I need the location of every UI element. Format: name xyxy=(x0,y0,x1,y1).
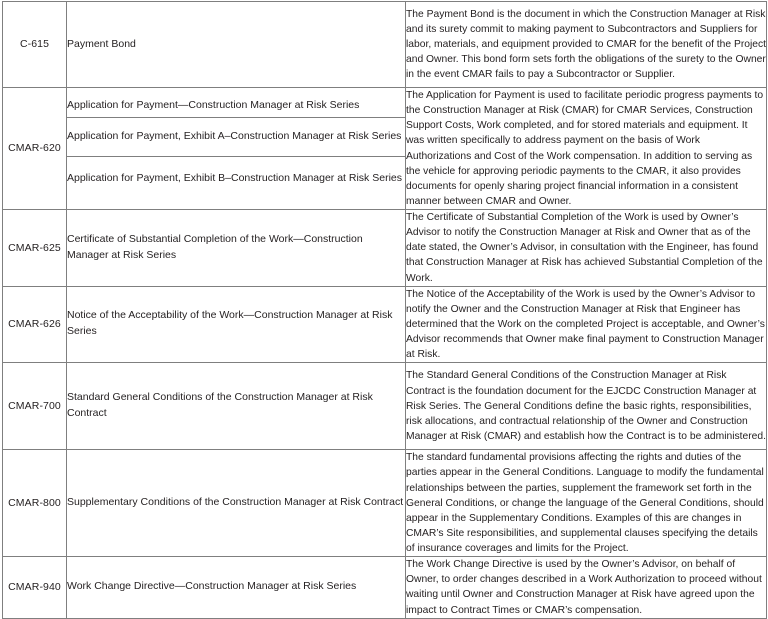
document-title-group-cell xyxy=(67,88,406,210)
document-title: Work Change Directive—Construction Manager at Risk Series xyxy=(67,580,357,593)
document-number-cell xyxy=(3,557,67,619)
document-number-cell xyxy=(3,210,67,287)
document-description: The Standard General Conditions of the Construction Manager at Risk Contract is the foundation document for the EJCDC Construction Manager at Risk Series. The General Conditions define the basic rights, responsibilities, risk allocations, and contractual relationship of the Owner and Construction Manager at Risk (CMAR) and establish how the Contract is to be administered. xyxy=(406,370,766,442)
document-reference-table xyxy=(2,1,767,619)
table-row xyxy=(3,2,767,88)
document-number: CMAR-625 xyxy=(8,241,61,254)
table-row xyxy=(3,557,767,619)
document-description-cell xyxy=(406,450,767,557)
document-title-cell xyxy=(67,363,406,450)
document-title-cell xyxy=(67,156,405,202)
document-number: CMAR-940 xyxy=(8,581,61,594)
document-number: CMAR-626 xyxy=(8,318,61,331)
table-subrow xyxy=(67,117,405,156)
document-description: The Work Change Directive is used by the Owner’s Advisor, on behalf of Owner, to order changes described in a Work Authorization to proceed without waiting until Owner and Construction Manager at Risk have agreed upon the impact to Contract Times or CMAR’s compensation. xyxy=(406,559,762,616)
document-number: CMAR-800 xyxy=(8,496,61,509)
document-description: The Application for Payment is used to facilitate periodic progress payments to the Construction Manager at Risk (CMAR) for CMAR Services, Construction Support Costs, Work completed, and for stored materials and equipment. It was written specifically to address payment on the basis of Work Authorizations and Cost of the Work compensation. In addition to serving as the vehicle for approving periodic payments to the CMAR, it also provides documents for openly sharing project financial information in a consistent manner between CMAR and Owner. xyxy=(406,90,764,207)
document-title: Application for Payment—Construction Manager at Risk Series xyxy=(67,98,360,111)
table-row xyxy=(3,363,767,450)
table-row xyxy=(3,88,767,210)
document-title-cell xyxy=(67,95,405,117)
document-description-cell xyxy=(406,88,767,210)
document-number-cell xyxy=(3,88,67,210)
document-title-cell xyxy=(67,2,406,88)
table-subrow xyxy=(67,95,405,117)
table-row xyxy=(3,450,767,557)
document-number: CMAR-700 xyxy=(8,400,61,412)
document-title-cell xyxy=(67,557,406,619)
document-description-cell xyxy=(406,286,767,363)
document-number: C-615 xyxy=(19,38,50,51)
table-subrow xyxy=(67,156,405,202)
document-title-subtable xyxy=(67,95,405,202)
document-description: The Certificate of Substantial Completion of the Work is used by Owner’s Advisor to notify the Construction Manager at Risk and Owner that as of the date stated, the Owner’s Advisor, in consultation with the Engineer, has found that Construction Manager at Risk has achieved Substantial Completion of the Work. xyxy=(406,212,763,284)
document-description: The Payment Bond is the document in which the Construction Manager at Risk and its surety commit to making payment to Subcontractors and Suppliers for labor, materials, and equipment provided to CMAR for the benefit of the Project and Owner. This bond form sets forth the obligations of the surety to the Owner in the event CMAR fails to pay a Subcontractor or Supplier. xyxy=(406,8,767,81)
document-description-cell xyxy=(406,210,767,287)
document-title: Supplementary Conditions of the Construction Manager at Risk Contract xyxy=(67,496,404,509)
document-title: Application for Payment, Exhibit A–Construction Manager at Risk Series xyxy=(67,129,402,142)
document-title: Application for Payment, Exhibit B–Construction Manager at Risk Series xyxy=(67,172,402,185)
document-number: CMAR-620 xyxy=(8,142,61,155)
document-number-cell xyxy=(3,286,67,363)
document-description-cell xyxy=(406,2,767,88)
document-number-cell xyxy=(3,2,67,88)
document-title-cell xyxy=(67,450,406,557)
document-description-cell xyxy=(406,557,767,619)
document-number-cell xyxy=(3,363,67,450)
document-number-cell xyxy=(3,450,67,557)
document-title: Notice of the Acceptability of the Work—Construction Manager at Risk Series xyxy=(67,309,393,338)
document-title: Standard General Conditions of the Construction Manager at Risk Contract xyxy=(67,391,373,420)
document-description: The standard fundamental provisions affecting the rights and duties of the parties appear in the General Conditions. Language to modify the fundamental relationships between the parties, supplement the framework set forth in the General Conditions, or change the language of the General Conditions, should appear in the Supplementary Conditions. Examples of this are changes in CMAR’s Site responsibilities, and supplemental clauses specifying the details of insurance coverages and limits for the Project. xyxy=(406,452,764,554)
document-description: The Notice of the Acceptability of the Work is used by the Owner’s Advisor to notify the Owner and the Construction Manager at Risk that Engineer has determined that the Work on the completed Project is acceptable, and Owner’s Advisor recommends that Owner make final payment to Construction Manager at Risk. xyxy=(406,288,765,361)
document-description-cell xyxy=(406,363,767,450)
document-title: Certificate of Substantial Completion of the Work—Construction Manager at Risk Series xyxy=(67,232,363,261)
document-title-cell xyxy=(67,117,405,156)
table-row xyxy=(3,210,767,287)
document-title-cell xyxy=(67,286,406,363)
document-title: Payment Bond xyxy=(67,37,136,50)
table-row xyxy=(3,286,767,363)
document-title-cell xyxy=(67,210,406,287)
